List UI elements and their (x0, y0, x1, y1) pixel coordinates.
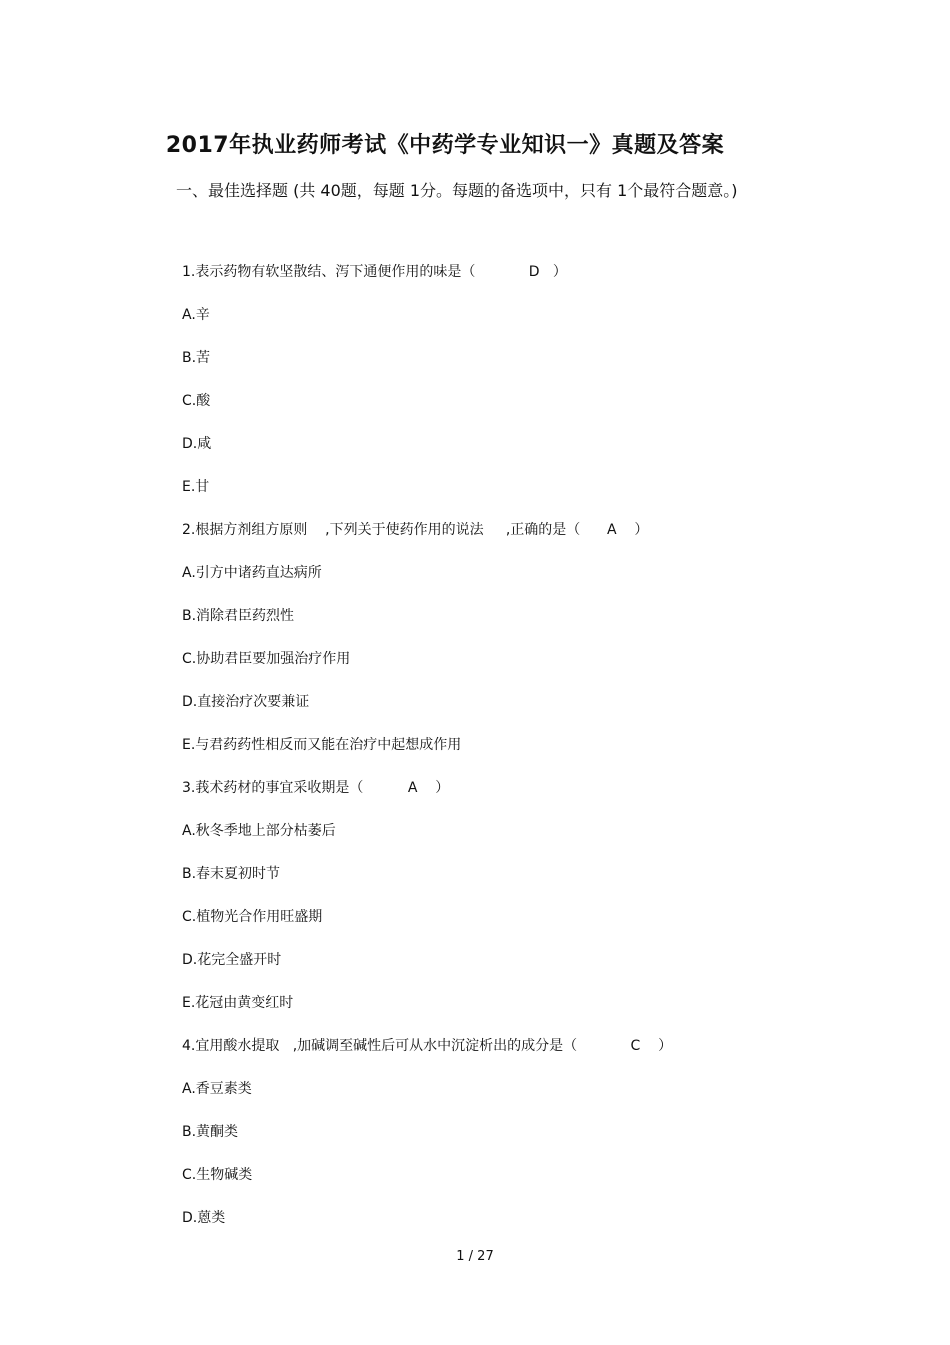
page-number: 1 / 27 (456, 1249, 494, 1264)
question-1: 1.表示药物有软坚散结、泻下通便作用的味是（ D ） (182, 264, 567, 280)
option-line: D.咸 (182, 436, 212, 452)
option-line: A.辛 (182, 307, 210, 323)
option-line: A.引方中诸药直达病所 (182, 565, 322, 581)
document-title: 2017年执业药师考试《中药学专业知识一》真题及答案 (165, 133, 725, 158)
option-line: B.黄酮类 (182, 1124, 239, 1140)
option-line: B.消除君臣药烈性 (182, 608, 295, 624)
option-line: E.甘 (182, 479, 210, 495)
question-3: 3.莪术药材的事宜采收期是（ A ） (182, 780, 450, 796)
option-line: B.春末夏初时节 (182, 866, 281, 882)
question-2: 2.根据方剂组方原则 ,下列关于使药作用的说法 ,正确的是（ A ） (182, 522, 649, 538)
option-line: A.秋冬季地上部分枯萎后 (182, 823, 336, 839)
option-line: D.花完全盛开时 (182, 952, 282, 968)
option-line: A.香豆素类 (182, 1081, 252, 1097)
option-line: C.植物光合作用旺盛期 (182, 909, 323, 925)
question-4: 4.宜用酸水提取 ,加碱调至碱性后可从水中沉淀析出的成分是（ C ） (182, 1038, 673, 1054)
option-line: E.与君药药性相反而又能在治疗中起想成作用 (182, 737, 462, 753)
section-intro-text: 一、最佳选择题 (共 40题，每题 1分。每题的备选项中，只有 1个最符合题意。) (176, 181, 738, 200)
option-line: C.酸 (182, 393, 211, 409)
question-list (182, 253, 802, 1242)
option-line: C.生物碱类 (182, 1167, 253, 1183)
option-line: D.直接治疗次要兼证 (182, 694, 310, 710)
option-line: E.花冠由黄变红时 (182, 995, 294, 1011)
option-line: B.苦 (182, 350, 211, 366)
section-intro (144, 172, 804, 210)
option-line: D.蒽类 (182, 1210, 226, 1226)
option-line: C.协助君臣要加强治疗作用 (182, 651, 351, 667)
